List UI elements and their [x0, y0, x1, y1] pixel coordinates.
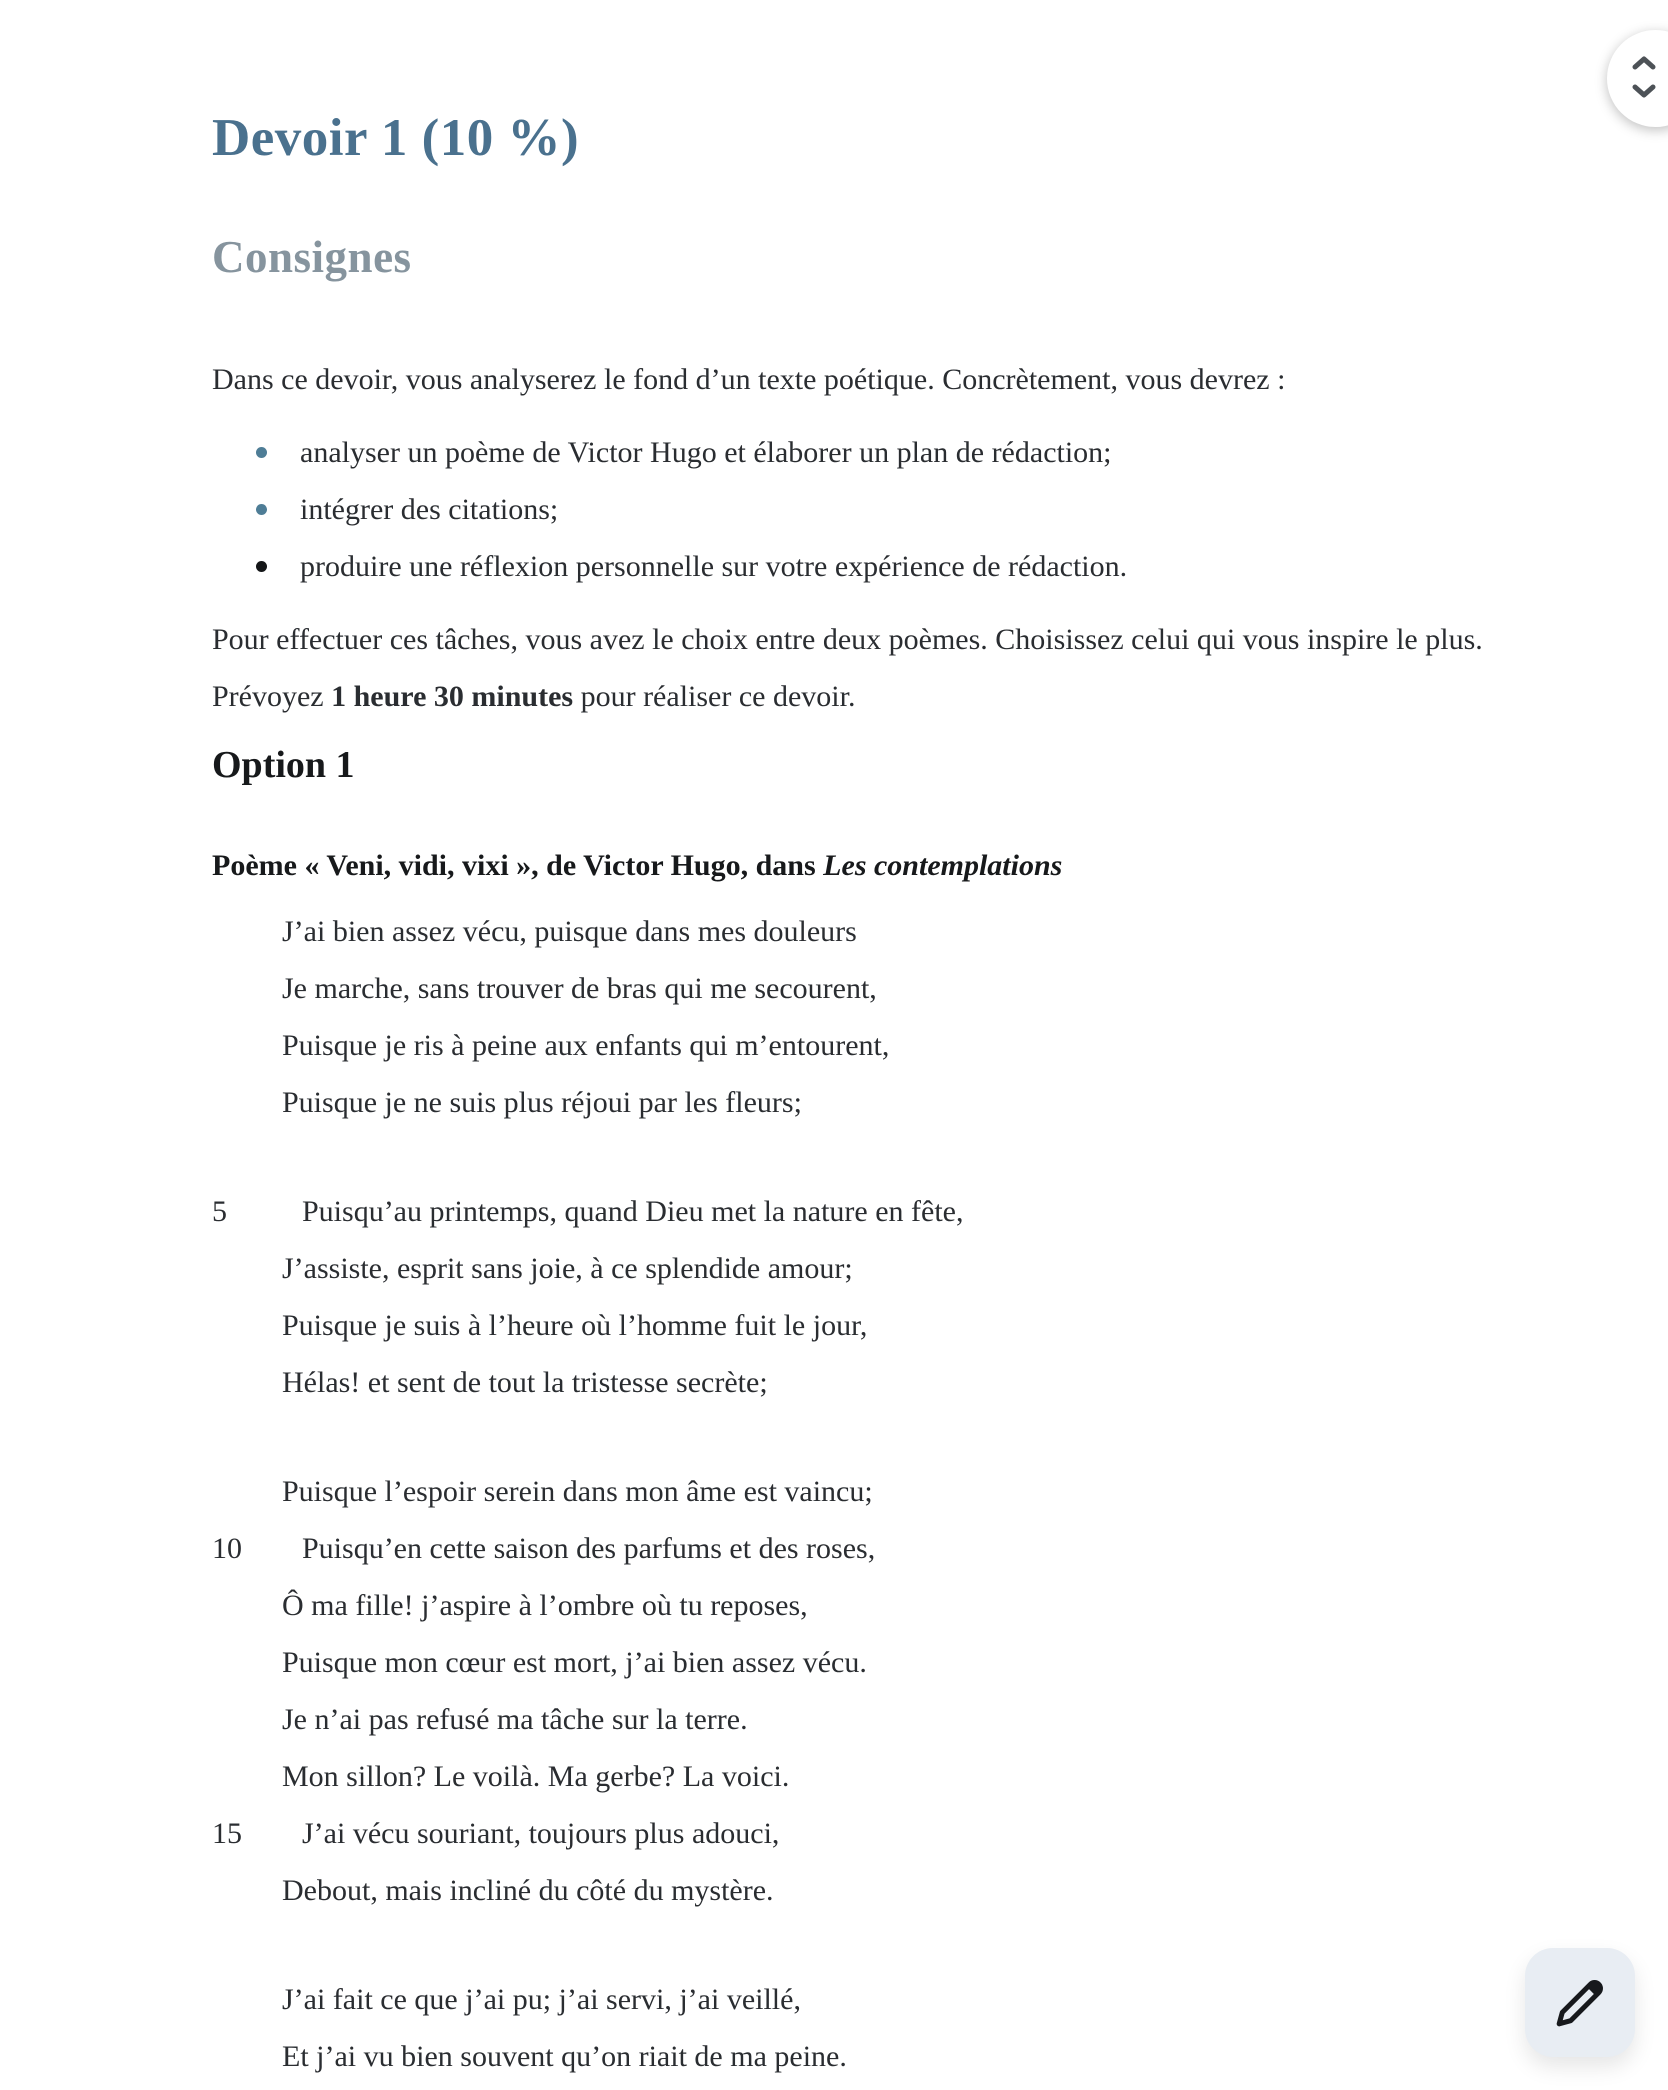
poem-line-text: Puisque je ris à peine aux enfants qui m’entourent,: [282, 1028, 890, 1062]
poem-caption-text: Poème « Veni, vidi, vixi », de Victor Hugo, dans: [212, 848, 824, 882]
closing-paragraph: [212, 611, 1483, 725]
document-content: [212, 0, 1483, 2085]
poem-line-text: Puisque je suis à l’heure où l’homme fuit le jour,: [282, 1308, 868, 1342]
intro-paragraph: Dans ce devoir, vous analyserez le fond d’un texte poétique. Concrètement, vous devrez :: [212, 362, 1286, 396]
poem-line: [212, 1520, 1442, 1577]
closing-line-2: [212, 668, 1442, 725]
poem-line: [212, 1463, 1442, 1520]
poem-line-number: 5: [212, 1194, 227, 1228]
poem-line-text: Puisque mon cœur est mort, j’ai bien assez vécu.: [282, 1645, 867, 1679]
task-bullet-item: analyser un poème de Victor Hugo et élaborer un plan de rédaction;: [212, 424, 1442, 481]
poem-line-number: 15: [212, 1816, 242, 1850]
poem-line: [212, 1074, 1442, 1131]
closing-line-2-prefix: Prévoyez: [212, 679, 332, 713]
poem-line-text: Puisque l’espoir serein dans mon âme est vaincu;: [282, 1474, 873, 1508]
poem-line: [212, 1748, 1442, 1805]
poem-line: [212, 1297, 1442, 1354]
edit-button[interactable]: [1525, 1948, 1635, 2057]
poem-caption: [212, 845, 1442, 887]
chevron-up-icon[interactable]: [1631, 54, 1657, 72]
pencil-icon: [1555, 1978, 1605, 2028]
closing-line-1: Pour effectuer ces tâches, vous avez le choix entre deux poèmes. Choisissez celui qui vous inspire le plus.: [212, 622, 1483, 656]
poem-caption-work-title: Les contemplations: [823, 848, 1063, 882]
scroll-chevrons: [1631, 54, 1657, 100]
poem-line-number: 10: [212, 1531, 242, 1565]
poem-line-text: Debout, mais incliné du côté du mystère.: [282, 1873, 774, 1907]
scroll-navigation-widget[interactable]: [1607, 30, 1668, 127]
task-bullet-item: produire une réflexion personnelle sur votre expérience de rédaction.: [212, 538, 1442, 595]
chevron-down-icon[interactable]: [1631, 82, 1657, 100]
poem-line-text: Puisqu’au printemps, quand Dieu met la nature en fête,: [302, 1194, 964, 1228]
poem-line: [212, 1691, 1442, 1748]
poem-line-text: J’ai bien assez vécu, puisque dans mes douleurs: [282, 914, 857, 948]
poem-line: [212, 1240, 1442, 1297]
task-bullet-list: [212, 424, 1442, 595]
poem-line: [212, 1017, 1442, 1074]
poem-veni-vidi-vixi: [212, 903, 1442, 2085]
poem-line-text: Puisqu’en cette saison des parfums et des roses,: [302, 1531, 876, 1565]
poem-line: [212, 1577, 1442, 1634]
poem-line: [212, 903, 1442, 960]
poem-line-text: Et j’ai vu bien souvent qu’on riait de ma peine.: [282, 2039, 847, 2073]
poem-line-text: J’ai fait ce que j’ai pu; j’ai servi, j’ai veillé,: [282, 1982, 801, 2016]
poem-line-text: J’ai vécu souriant, toujours plus adouci,: [302, 1816, 780, 1850]
poem-line-text: Puisque je ne suis plus réjoui par les fleurs;: [282, 1085, 802, 1119]
poem-line: [212, 1354, 1442, 1411]
poem-line-text: Ô ma fille! j’aspire à l’ombre où tu reposes,: [282, 1588, 808, 1622]
closing-line-2-duration: 1 heure 30 minutes: [331, 679, 574, 713]
closing-line-2-suffix: pour réaliser ce devoir.: [573, 679, 856, 713]
poem-line-text: J’assiste, esprit sans joie, à ce splendide amour;: [282, 1251, 853, 1285]
poem-line: [212, 2028, 1442, 2085]
poem-line: [212, 1805, 1442, 1862]
poem-line: [212, 960, 1442, 1017]
task-bullet-item: intégrer des citations;: [212, 481, 1442, 538]
poem-line: [212, 1971, 1442, 2028]
poem-line: [212, 1634, 1442, 1691]
section-heading-consignes: Consignes: [212, 231, 412, 282]
option-1-heading: Option 1: [212, 743, 355, 786]
poem-line-text: Hélas! et sent de tout la tristesse secrète;: [282, 1365, 768, 1399]
poem-line: [212, 1862, 1442, 1919]
page-title: Devoir 1 (10 %): [212, 109, 580, 167]
poem-line-text: Je n’ai pas refusé ma tâche sur la terre.: [282, 1702, 748, 1736]
poem-line: [212, 1183, 1442, 1240]
poem-line-text: Mon sillon? Le voilà. Ma gerbe? La voici.: [282, 1759, 790, 1793]
poem-line-text: Je marche, sans trouver de bras qui me secourent,: [282, 971, 877, 1005]
